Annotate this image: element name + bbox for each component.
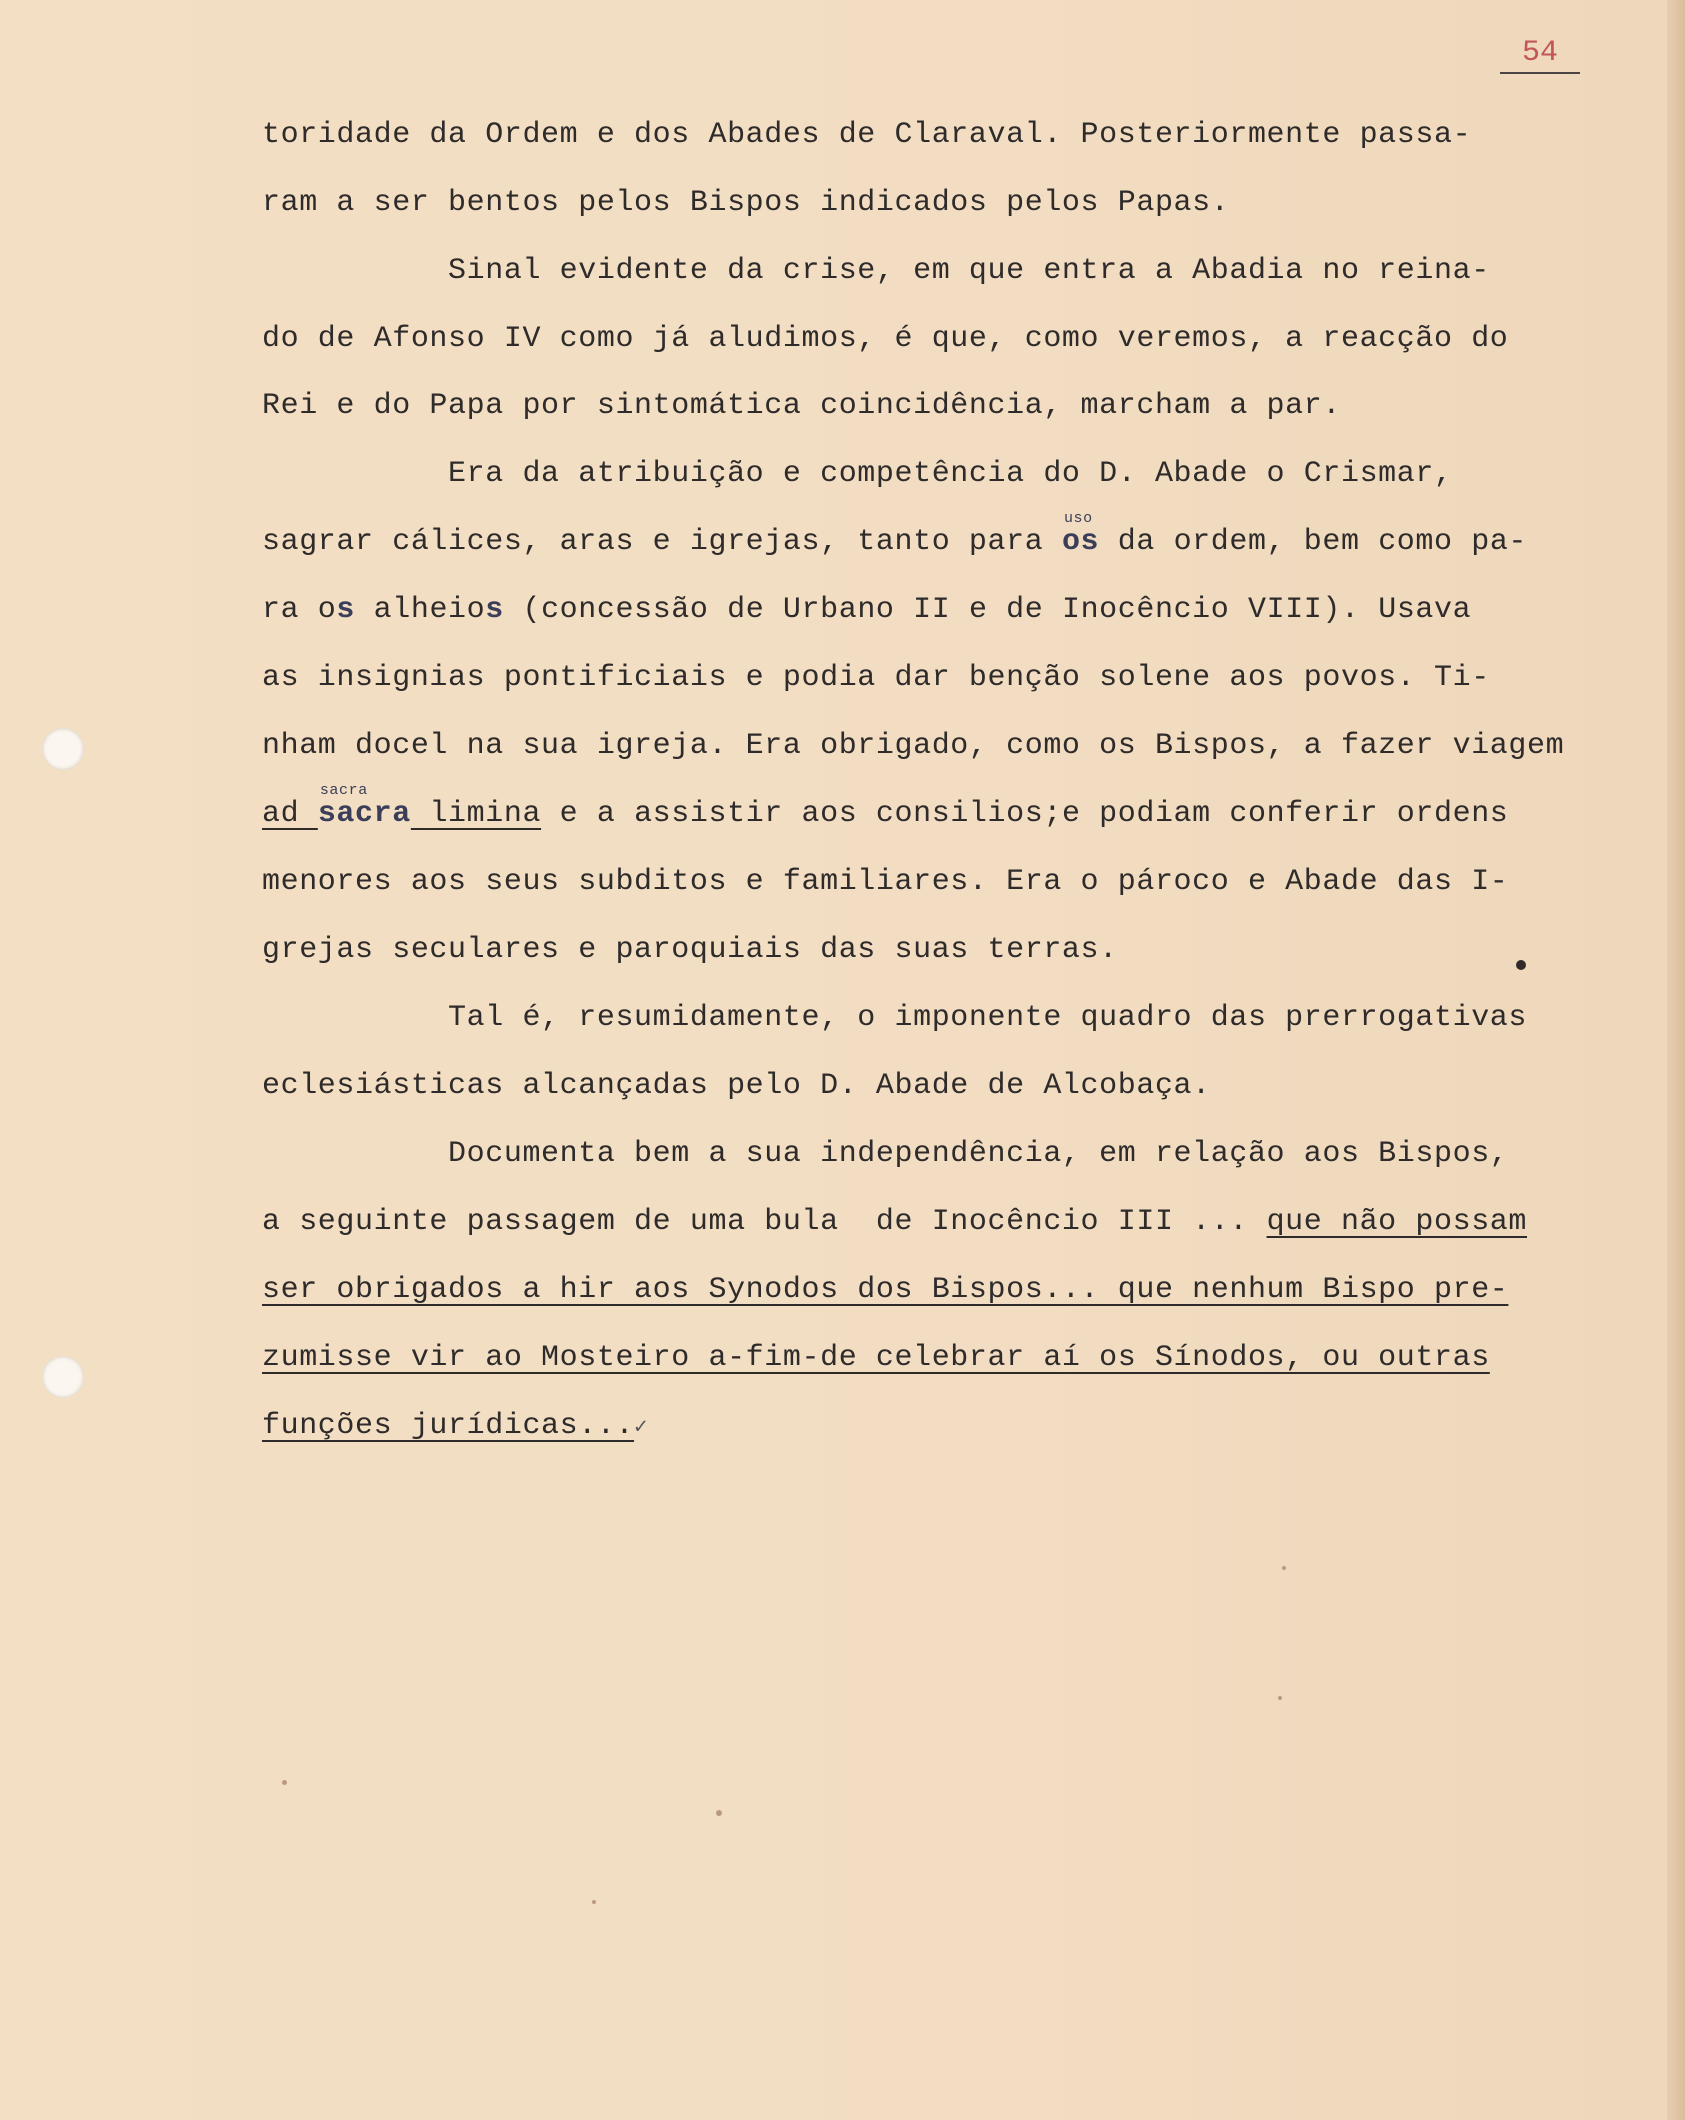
punch-hole [42,728,84,770]
paper-speck [716,1810,722,1816]
ink-dot [1516,960,1526,970]
inserted-word: uso [1063,510,1093,527]
text-line: eclesiásticas alcançadas pelo D. Abade de Alcobaça. [262,1069,1211,1103]
text-line: nham docel na sua igreja. Era obrigado, como os Bispos, a fazer viagem [262,729,1565,763]
underlined-quote-line: ser obrigados a hir aos Synodos dos Bispos... que nenhum Bispo pre- [262,1273,1509,1307]
text-segment: sagrar cálices, aras e igrejas, tanto para [262,525,1062,559]
paper-speck [592,1900,596,1904]
text-line [262,1409,648,1443]
text-line: grejas seculares e paroquiais das suas terras. [262,933,1118,967]
underlined-phrase [262,782,542,831]
struck-word: sacra [317,797,411,831]
underlined-quote-line: zumisse vir ao Mosteiro a-fim-de celebrar aí os Sínodos, ou outras [262,1341,1490,1375]
paper-speck [282,1780,287,1785]
text-line: Sinal evidente da crise, em que entra a Abadia no reina- [262,254,1490,288]
paper-speck [1278,1696,1282,1700]
text-line: Rei e do Papa por sintomática coincidência, marcham a par. [262,389,1341,423]
struck-letter: s [485,593,504,627]
page-number: 54 [1500,36,1580,74]
text-line [262,782,1509,831]
punch-hole [42,1356,84,1398]
text-segment: alheio [355,593,486,627]
handwritten-correction [317,782,411,831]
text-line [262,510,1528,559]
inserted-word: sacra [319,782,368,799]
text-line: as insignias pontificiais e podia dar benção solene aos povos. Ti- [262,661,1490,695]
text-line [262,1205,1527,1239]
text-segment: (concessão de Urbano II e de Inocêncio VIII). Usava [503,593,1472,627]
text-line: menores aos seus subditos e familiares. Era o pároco e Abade das I- [262,865,1509,899]
text-segment: limina [429,797,542,831]
underlined-quote: funções jurídicas... [262,1409,635,1443]
underlined-quote: que não possam [1266,1205,1528,1239]
text-segment: e a assistir aos consilios;e podiam conferir ordens [541,797,1509,831]
paper-speck [1282,1566,1286,1570]
text-segment: ad [262,797,318,831]
check-mark: ✓ [634,1415,648,1440]
text-line: toridade da Ordem e dos Abades de Claraval. Posteriormente passa- [262,118,1472,152]
paper-edge [1667,0,1685,2120]
handwritten-correction [1061,510,1100,559]
text-line [262,593,1471,627]
text-segment: a seguinte passagem de uma bula de Inocêncio III ... [262,1205,1267,1239]
struck-word: os [1061,525,1100,559]
text-line: do de Afonso IV como já aludimos, é que, como veremos, a reacção do [262,322,1509,356]
text-segment: da ordem, bem como pa- [1099,525,1528,559]
text-line: Documenta bem a sua independência, em relação aos Bispos, [262,1137,1509,1171]
text-line: Tal é, resumidamente, o imponente quadro das prerrogativas [262,1001,1527,1035]
text-segment: ra o [262,593,337,627]
struck-letter: s [336,593,356,627]
text-line: Era da atribuição e competência do D. Abade o Crismar, [262,457,1453,491]
text-line: ram a ser bentos pelos Bispos indicados pelos Papas. [262,186,1230,220]
